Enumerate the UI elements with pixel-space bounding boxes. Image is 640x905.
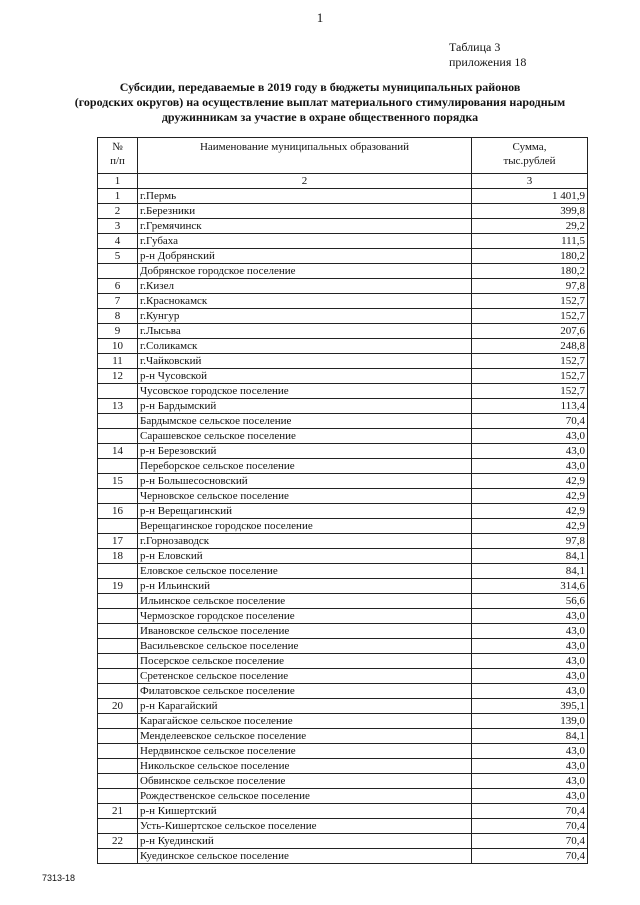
row-number — [98, 849, 138, 864]
row-number — [98, 609, 138, 624]
municipality-name: Еловское сельское поселение — [138, 564, 472, 579]
subsidy-amount: 43,0 — [472, 744, 588, 759]
subsidy-amount: 70,4 — [472, 804, 588, 819]
subsidies-table — [97, 137, 588, 864]
municipality-name: г.Губаха — [138, 234, 472, 249]
row-number: 14 — [98, 444, 138, 459]
table-row — [98, 564, 588, 579]
municipality-name: г.Чайковский — [138, 354, 472, 369]
row-number: 17 — [98, 534, 138, 549]
municipality-name: Чусовское городское поселение — [138, 384, 472, 399]
row-number — [98, 459, 138, 474]
subsidy-amount: 152,7 — [472, 294, 588, 309]
municipality-name: г.Березники — [138, 204, 472, 219]
municipality-name: Никольское сельское поселение — [138, 759, 472, 774]
municipality-name: р-н Кишертский — [138, 804, 472, 819]
subsidy-amount: 43,0 — [472, 429, 588, 444]
municipality-name: р-н Березовский — [138, 444, 472, 459]
column-number-row — [98, 174, 588, 189]
row-number — [98, 789, 138, 804]
subsidy-amount: 42,9 — [472, 519, 588, 534]
subsidy-amount: 70,4 — [472, 849, 588, 864]
table-row — [98, 339, 588, 354]
municipality-name: Сретенское сельское поселение — [138, 669, 472, 684]
table-row — [98, 354, 588, 369]
subsidy-amount: 29,2 — [472, 219, 588, 234]
municipality-name: Сарашевское сельское поселение — [138, 429, 472, 444]
subsidy-amount: 43,0 — [472, 759, 588, 774]
appendix-reference-line: приложения 18 — [449, 55, 527, 69]
municipality-name: Менделеевское сельское поселение — [138, 729, 472, 744]
table-row — [98, 444, 588, 459]
row-number — [98, 414, 138, 429]
municipality-name: Карагайское сельское поселение — [138, 714, 472, 729]
table-row — [98, 384, 588, 399]
table-row — [98, 204, 588, 219]
subsidy-amount: 84,1 — [472, 549, 588, 564]
subsidy-amount: 97,8 — [472, 279, 588, 294]
row-number: 11 — [98, 354, 138, 369]
table-row — [98, 744, 588, 759]
table-row — [98, 219, 588, 234]
row-number — [98, 714, 138, 729]
subsidy-amount: 43,0 — [472, 624, 588, 639]
table-row — [98, 504, 588, 519]
subsidy-amount: 43,0 — [472, 639, 588, 654]
row-number — [98, 519, 138, 534]
table-row — [98, 264, 588, 279]
municipality-name: р-н Чусовской — [138, 369, 472, 384]
table-row — [98, 399, 588, 414]
row-number: 21 — [98, 804, 138, 819]
table-row — [98, 489, 588, 504]
title-line: (городских округов) на осуществление выплат материального стимулирования народным — [74, 95, 566, 109]
row-number — [98, 639, 138, 654]
column-number: 2 — [138, 174, 472, 189]
title-line: дружинникам за участие в охране общественного порядка — [161, 110, 479, 124]
row-number — [98, 624, 138, 639]
municipality-name: Нердвинское сельское поселение — [138, 744, 472, 759]
subsidy-amount: 84,1 — [472, 729, 588, 744]
table-row — [98, 294, 588, 309]
subsidy-amount: 43,0 — [472, 444, 588, 459]
municipality-name: г.Кизел — [138, 279, 472, 294]
table-row — [98, 759, 588, 774]
subsidy-amount: 248,8 — [472, 339, 588, 354]
table-row — [98, 459, 588, 474]
table-row — [98, 804, 588, 819]
row-number — [98, 564, 138, 579]
subsidy-amount: 43,0 — [472, 684, 588, 699]
table-row — [98, 654, 588, 669]
subsidy-amount: 111,5 — [472, 234, 588, 249]
row-number: 19 — [98, 579, 138, 594]
municipality-name: Посерское сельское поселение — [138, 654, 472, 669]
table-row — [98, 849, 588, 864]
subsidy-amount: 56,6 — [472, 594, 588, 609]
municipality-name: р-н Большесосновский — [138, 474, 472, 489]
row-number: 5 — [98, 249, 138, 264]
subsidy-amount: 113,4 — [472, 399, 588, 414]
row-number — [98, 669, 138, 684]
subsidy-amount: 1 401,9 — [472, 189, 588, 204]
subsidy-amount: 43,0 — [472, 459, 588, 474]
title-line: Субсидии, передаваемые в 2019 году в бюджеты муниципальных районов — [119, 80, 521, 94]
row-number: 9 — [98, 324, 138, 339]
subsidy-amount: 42,9 — [472, 504, 588, 519]
row-number: 20 — [98, 699, 138, 714]
subsidy-amount: 84,1 — [472, 564, 588, 579]
subsidy-amount: 152,7 — [472, 369, 588, 384]
municipality-name: Куединское сельское поселение — [138, 849, 472, 864]
column-number: 3 — [472, 174, 588, 189]
table-row — [98, 534, 588, 549]
subsidy-amount: 43,0 — [472, 609, 588, 624]
subsidy-amount: 180,2 — [472, 264, 588, 279]
row-number — [98, 744, 138, 759]
row-number — [98, 264, 138, 279]
municipality-name: Рождественское сельское поселение — [138, 789, 472, 804]
table-row — [98, 279, 588, 294]
subsidy-amount: 314,6 — [472, 579, 588, 594]
table-row — [98, 324, 588, 339]
table-row — [98, 789, 588, 804]
subsidy-amount: 395,1 — [472, 699, 588, 714]
column-number: 1 — [98, 174, 138, 189]
row-number: 22 — [98, 834, 138, 849]
municipality-name: Ивановское сельское поселение — [138, 624, 472, 639]
row-number — [98, 759, 138, 774]
table-row — [98, 834, 588, 849]
municipality-name: Бардымское сельское поселение — [138, 414, 472, 429]
municipality-name: р-н Куединский — [138, 834, 472, 849]
header-name: Наименование муниципальных образований — [138, 138, 472, 174]
row-number — [98, 684, 138, 699]
municipality-name: Усть-Кишертское сельское поселение — [138, 819, 472, 834]
subsidy-amount: 43,0 — [472, 789, 588, 804]
row-number — [98, 384, 138, 399]
row-number — [98, 429, 138, 444]
row-number: 1 — [98, 189, 138, 204]
subsidy-amount: 139,0 — [472, 714, 588, 729]
row-number — [98, 819, 138, 834]
table-row — [98, 549, 588, 564]
subsidy-amount: 42,9 — [472, 489, 588, 504]
municipality-name: Переборское сельское поселение — [138, 459, 472, 474]
table-row — [98, 699, 588, 714]
table-row — [98, 624, 588, 639]
municipality-name: р-н Бардымский — [138, 399, 472, 414]
municipality-name: р-н Добрянский — [138, 249, 472, 264]
municipality-name: р-н Карагайский — [138, 699, 472, 714]
table-body — [98, 189, 588, 864]
municipality-name: Ильинское сельское поселение — [138, 594, 472, 609]
municipality-name: Черновское сельское поселение — [138, 489, 472, 504]
row-number: 18 — [98, 549, 138, 564]
table-row — [98, 579, 588, 594]
header-number: № п/п — [98, 138, 138, 174]
page-number: 1 — [316, 10, 324, 25]
row-number: 6 — [98, 279, 138, 294]
municipality-name: Обвинское сельское поселение — [138, 774, 472, 789]
row-number — [98, 729, 138, 744]
subsidy-amount: 152,7 — [472, 354, 588, 369]
subsidy-amount: 399,8 — [472, 204, 588, 219]
table-row — [98, 819, 588, 834]
row-number: 13 — [98, 399, 138, 414]
table-row — [98, 249, 588, 264]
municipality-name: Добрянское городское поселение — [138, 264, 472, 279]
table-reference-line: Таблица 3 — [449, 40, 501, 54]
municipality-name: г.Горнозаводск — [138, 534, 472, 549]
table-row — [98, 684, 588, 699]
subsidy-amount: 152,7 — [472, 384, 588, 399]
subsidy-amount: 43,0 — [472, 669, 588, 684]
table-row — [98, 429, 588, 444]
table-row — [98, 669, 588, 684]
table-row — [98, 609, 588, 624]
row-number: 10 — [98, 339, 138, 354]
header-sum: Сумма, тыс.рублей — [472, 138, 588, 174]
municipality-name: Филатовское сельское поселение — [138, 684, 472, 699]
subsidy-amount: 42,9 — [472, 474, 588, 489]
subsidy-amount: 70,4 — [472, 414, 588, 429]
subsidy-amount: 70,4 — [472, 834, 588, 849]
table-row — [98, 414, 588, 429]
table-row — [98, 714, 588, 729]
table-row — [98, 774, 588, 789]
row-number: 7 — [98, 294, 138, 309]
row-number: 15 — [98, 474, 138, 489]
table-row — [98, 189, 588, 204]
table-reference — [449, 40, 526, 70]
subsidy-amount: 152,7 — [472, 309, 588, 324]
municipality-name: г.Гремячинск — [138, 219, 472, 234]
subsidy-amount: 43,0 — [472, 654, 588, 669]
row-number: 4 — [98, 234, 138, 249]
table-row — [98, 234, 588, 249]
subsidy-amount: 207,6 — [472, 324, 588, 339]
table-row — [98, 729, 588, 744]
municipality-name: г.Соликамск — [138, 339, 472, 354]
table-row — [98, 309, 588, 324]
table-row — [98, 639, 588, 654]
row-number: 3 — [98, 219, 138, 234]
row-number: 2 — [98, 204, 138, 219]
municipality-name: г.Лысьва — [138, 324, 472, 339]
table-header-row — [98, 138, 588, 174]
document-title — [60, 80, 580, 125]
row-number: 12 — [98, 369, 138, 384]
municipality-name: г.Кунгур — [138, 309, 472, 324]
municipality-name: р-н Еловский — [138, 549, 472, 564]
row-number — [98, 654, 138, 669]
municipality-name: г.Краснокамск — [138, 294, 472, 309]
row-number — [98, 489, 138, 504]
municipality-name: Верещагинское городское поселение — [138, 519, 472, 534]
municipality-name: р-н Ильинский — [138, 579, 472, 594]
municipality-name: р-н Верещагинский — [138, 504, 472, 519]
row-number — [98, 774, 138, 789]
municipality-name: Васильевское сельское поселение — [138, 639, 472, 654]
table-row — [98, 369, 588, 384]
subsidy-amount: 43,0 — [472, 774, 588, 789]
table-row — [98, 594, 588, 609]
subsidy-amount: 180,2 — [472, 249, 588, 264]
municipality-name: г.Пермь — [138, 189, 472, 204]
table-row — [98, 519, 588, 534]
table-row — [98, 474, 588, 489]
row-number: 8 — [98, 309, 138, 324]
municipality-name: Чермозское городское поселение — [138, 609, 472, 624]
subsidy-amount: 70,4 — [472, 819, 588, 834]
subsidy-amount: 97,8 — [472, 534, 588, 549]
row-number: 16 — [98, 504, 138, 519]
row-number — [98, 594, 138, 609]
footer-code: 7313-18 — [42, 873, 76, 883]
